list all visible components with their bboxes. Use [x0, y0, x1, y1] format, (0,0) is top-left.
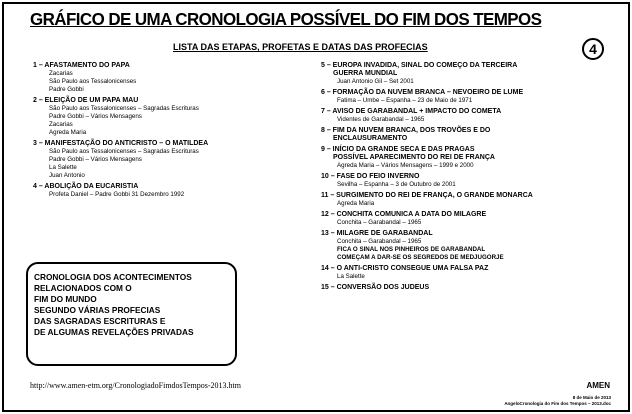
- item-title: 6 – FORMAÇÃO DA NUVEM BRANCA – NEVOEIRO DE LUME: [321, 89, 524, 96]
- item-source: Padre Gobbi – Vários Mensagens: [49, 156, 142, 163]
- item-title: 5 – EUROPA INVADIDA, SINAL DO COMEÇO DA TERCEIRA: [321, 62, 518, 69]
- list-item: [321, 284, 621, 292]
- item-source: La Salette: [49, 164, 77, 171]
- list-item: [321, 265, 621, 281]
- list-item: [321, 230, 621, 262]
- item-sub-event: COMEÇAM A DAR-SE OS SEGREDOS DE MEDJUGORJE: [337, 254, 504, 261]
- list-item: [321, 127, 621, 143]
- item-source: Agreda Maria: [337, 200, 375, 207]
- summary-box: [26, 262, 237, 366]
- item-source: Juan Antonio: [49, 172, 85, 179]
- footer-filename: AngeloCronologia do Fim dos Tempos – 2013.doc: [504, 401, 611, 406]
- item-title: 9 – INÍCIO DA GRANDE SECA E DAS PRAGAS: [321, 146, 475, 153]
- item-title: 8 – FIM DA NUVEM BRANCA, DOS TROVÕES E DO: [321, 127, 491, 134]
- item-source: São Paulo aos Tessalonicenses – Sagradas Escrituras: [49, 148, 199, 155]
- item-source: Padre Gobbi – Vários Mensagens: [49, 113, 142, 120]
- list-item: [321, 173, 621, 189]
- item-source: Agreda Maria: [49, 129, 87, 136]
- source-url: http://www.amen-etm.org/CronologiadoFimdosTempos-2013.htm: [30, 381, 241, 390]
- item-title: 11 – SURGIMENTO DO REI DE FRANÇA, O GRANDE MONARCA: [321, 192, 533, 199]
- summary-line: CRONOLOGIA DOS ACONTECIMENTOS: [34, 272, 192, 282]
- list-item: [33, 62, 298, 94]
- amen-label: AMEN: [586, 381, 610, 390]
- item-title: 2 – ELEIÇÃO DE UM PAPA MAU: [33, 97, 139, 104]
- item-source: São Paulo aos Tessalonicenses: [49, 78, 137, 85]
- page-subtitle: LISTA DAS ETAPAS, PROFETAS E DATAS DAS PROFECIAS: [173, 42, 428, 52]
- item-source: Profeta Daniel – Padre Gobbi 31 Dezembro 1992: [49, 191, 185, 198]
- page-number-badge: 4: [582, 38, 604, 60]
- item-title: 7 – AVISO DE GARABANDAL + IMPACTO DO COMETA: [321, 108, 502, 115]
- item-title: 1 – AFASTAMENTO DO PAPA: [33, 62, 130, 69]
- item-source: Zacarias: [49, 121, 73, 128]
- item-sub-event: FICA O SINAL NOS PINHEIROS DE GARABANDAL: [337, 246, 486, 253]
- list-item: [321, 89, 621, 105]
- item-source: Conchita – Garabandal – 1965: [337, 219, 422, 226]
- summary-line: FIM DO MUNDO: [34, 294, 97, 304]
- item-source: Sevilha – Espanha – 3 de Outubro de 2001: [337, 181, 456, 188]
- item-title: 10 – FASE DO FEIO INVERNO: [321, 173, 420, 180]
- item-source: São Paulo aos Tessalonicenses – Sagradas Escrituras: [49, 105, 199, 112]
- right-column: [321, 62, 621, 295]
- list-item: [321, 192, 621, 208]
- item-source: Juan Antonio Gil – Set 2001: [337, 78, 414, 85]
- item-title: 13 – MILAGRE DE GARABANDAL: [321, 230, 433, 237]
- list-item: [321, 108, 621, 124]
- item-title: 4 – ABOLIÇÃO DA EUCARISTIA: [33, 183, 139, 190]
- list-item: [33, 97, 298, 137]
- summary-line: DE ALGUMAS REVELAÇÕES PRIVADAS: [34, 327, 194, 337]
- item-title-continuation: ENCLAUSURAMENTO: [333, 135, 408, 142]
- item-title: 15 – CONVERSÃO DOS JUDEUS: [321, 284, 430, 291]
- item-source: Fatima – Umbe – Espanha – 23 de Maio de 1971: [337, 97, 473, 104]
- summary-line: DAS SAGRADAS ESCRITURAS E: [34, 316, 166, 326]
- list-item: [321, 62, 621, 86]
- item-source: Padre Gobbi: [49, 86, 84, 93]
- item-title-continuation: GUERRA MUNDIAL: [333, 70, 398, 77]
- item-source: Zacarias: [49, 70, 73, 77]
- item-source: Agreda Maria – Vários Mensagens – 1999 e 2000: [337, 162, 474, 169]
- item-title-continuation: POSSÍVEL APARECIMENTO DO REI DE FRANÇA: [333, 154, 495, 161]
- list-item: [321, 146, 621, 170]
- item-title: 14 – O ANTI-CRISTO CONSEGUE UMA FALSA PAZ: [321, 265, 489, 272]
- list-item: [321, 211, 621, 227]
- item-title: 12 – CONCHITA COMUNICA A DATA DO MILAGRE: [321, 211, 487, 218]
- item-source: Videntes de Garabandal – 1965: [337, 116, 425, 123]
- item-source: Conchita – Garabandal – 1965: [337, 238, 422, 245]
- summary-line: SEGUNDO VÁRIAS PROFECIAS: [34, 305, 161, 315]
- item-title: 3 – MANIFESTAÇÃO DO ANTICRISTO – O MATILDEA: [33, 140, 209, 147]
- left-column: [33, 62, 298, 202]
- summary-line: RELACIONADOS COM O: [34, 283, 132, 293]
- page-title: GRÁFICO DE UMA CRONOLOGIA POSSÍVEL DO FIM DOS TEMPOS: [30, 9, 542, 29]
- list-item: [33, 140, 298, 180]
- footer-date: 8 de Maio de 2013: [572, 395, 611, 400]
- list-item: [33, 183, 298, 199]
- item-source: La Salette: [337, 273, 365, 280]
